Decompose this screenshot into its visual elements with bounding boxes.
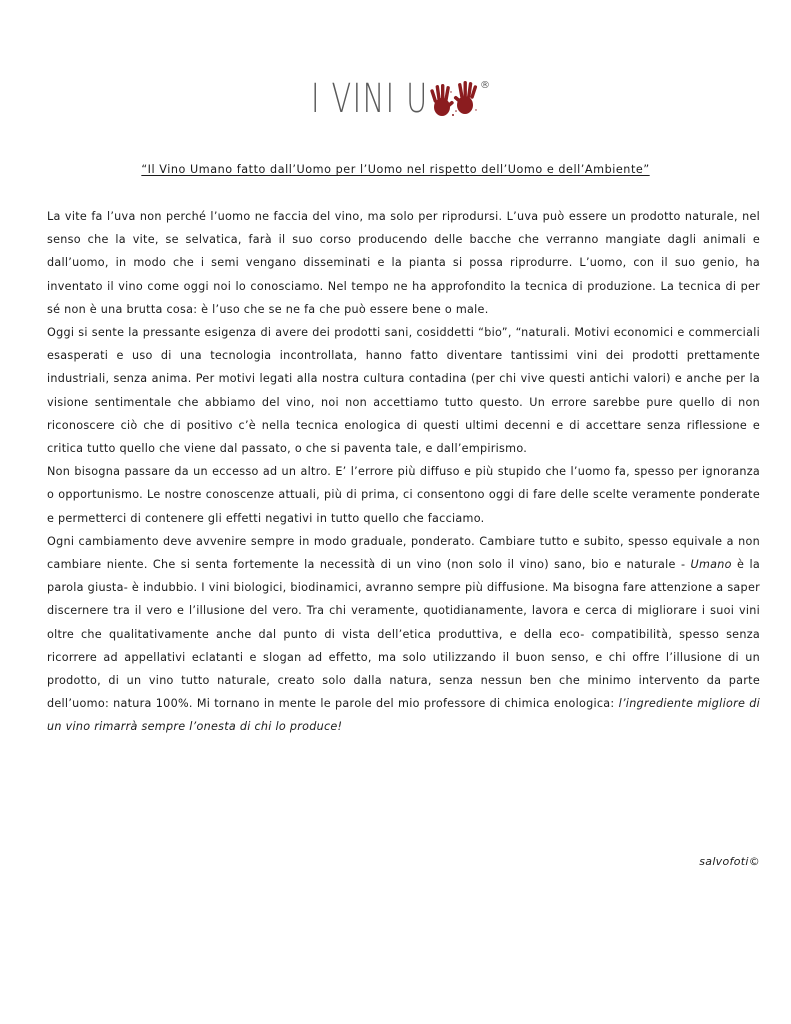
paragraph-3: Non bisogna passare da un eccesso ad un altro. E’ l’errore più diffuso e più stupido che l’uomo fa, spesso per ignoranza o opportunismo. Le nostre conoscenze attuali, più di prima, ci consentono oggi di fare delle scelte veramente ponderate e permetterci di contenere gli effetti negativi in tutto quello che facciamo. <box>47 465 760 525</box>
paragraph-1: La vite fa l’uva non perché l’uomo ne faccia del vino, ma solo per riprodursi. L’uva può essere un prodotto naturale, nel senso che la vite, se selvatica, farà il suo corso producendo delle bacche che verranno mangiate dagli animali e dall’uomo, in modo che i semi vengano disseminati e la pianta si possa riprodurre. L’uomo, con il suo genio, ha inventato il vino come oggi noi lo conosciamo. Nel tempo ne ha approfondito la tecnica di produzione. La tecnica di per sé non è una brutta cosa: è l’uso che se ne fa che può essere bene o male. <box>47 210 760 316</box>
logo-text: I VINI U <box>311 76 429 122</box>
author-signature: salvofoti© <box>699 855 760 868</box>
paragraph-4-part-1: Ogni cambiamento deve avvenire sempre in modo graduale, ponderato. Cambiare tutto e subito, spesso equivale a non cambiare niente. Che si senta fortemente la necessità di un vino (non solo il vino) sano, bio e naturale - <box>47 534 760 572</box>
paragraph-4-part-2: è la parola giusta- è indubbio. I vini biologici, biodinamici, avranno sempre più diffusione. Ma bisogna fare attenzione a saper discernere tra il vero e l’illusione del vero. Tra chi veramente, quotidianamente, lavora e cerca di migliorare i suoi vini oltre che qualitativamente anche dal punto di vista dell’etica produttiva, e della eco- compatibilità, spesso senza ricorrere ad appellativi eclatanti e slogan ad effetto, ma solo utilizzando il buon senso, e chi offre l’illusione di un prodotto, di un vino tutto naturale, creato solo dalla natura, senza nessun ben che minimo intervento da parte dell’uomo: natura 100%. Mi tornano in mente le parole del mio professore di chimica enologica: <box>47 558 760 711</box>
logo <box>0 76 791 130</box>
article-body <box>47 205 760 739</box>
motto-heading: “Il Vino Umano fatto dall’Uomo per l’Uomo nel rispetto dell’Uomo e dell’Ambiente” <box>141 163 650 176</box>
umano-emphasis: Umano <box>690 558 732 572</box>
registered-mark: ® <box>480 80 490 91</box>
paragraph-4 <box>47 530 760 739</box>
logo-lockup <box>311 76 490 124</box>
closing-quote: l’ingrediente migliore di un vino rimarrà sempre l’onesta di chi lo produce! <box>47 697 761 734</box>
paragraph-2: Oggi si sente la pressante esigenza di avere dei prodotti sani, cosiddetti “bio”, “naturali. Motivi economici e commerciali esasperati e uso di una tecnologia incontrollata, hanno fatto diventare tantissimi vini dei prodotti prettamente industriali, senza anima. Per motivi legati alla nostra cultura contadina (per chi vive questi antichi valori) e anche per la visione sentimentale che abbiamo del vino, noi non accettiamo tutto questo. Un errore sarebbe pure quello di non riconoscere ciò che di positivo c’è nella tecnica enologica di questi ultimi decenni e di accettare senza riflessione e critica tutto quello che viene dal passato, o che si paventa tale, e dall’empirismo. <box>47 326 760 456</box>
red-handprints-icon <box>429 80 479 124</box>
